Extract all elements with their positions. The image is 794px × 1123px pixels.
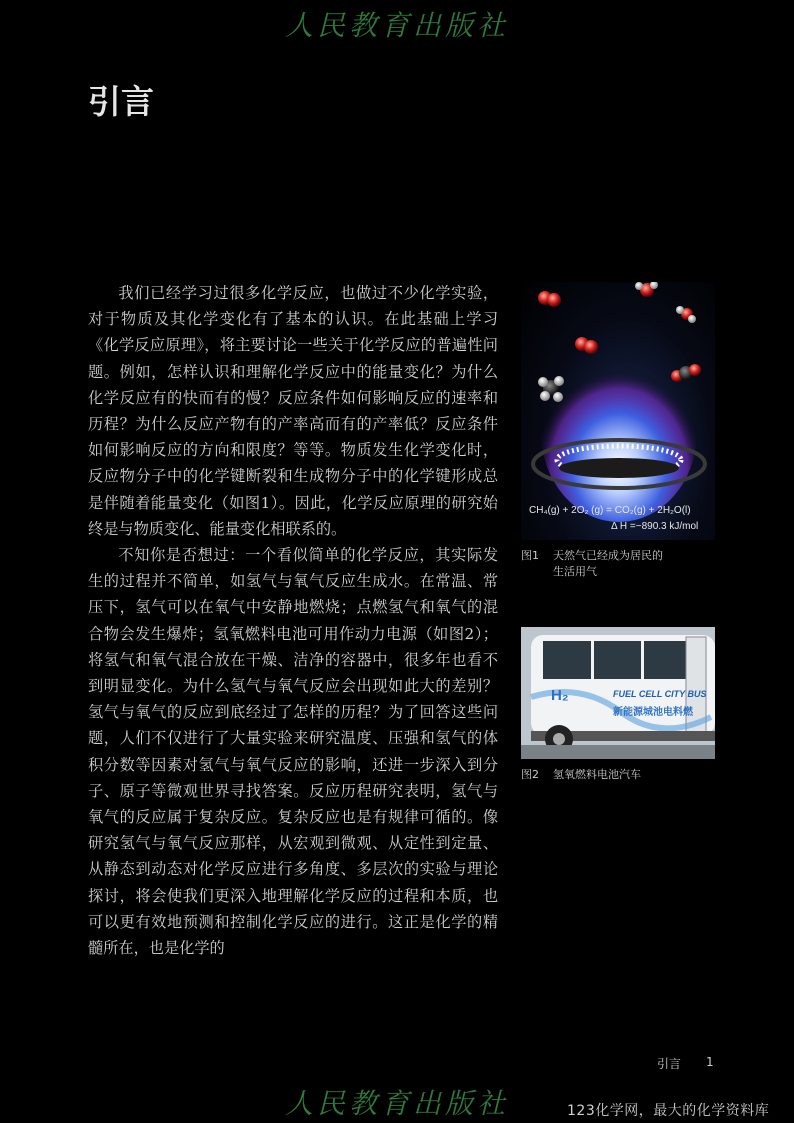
figure1-caption-line2: 生活用气: [553, 565, 597, 578]
figure2-caption-text: 氢氧燃料电池汽车: [553, 768, 641, 781]
figure1-caption: [521, 548, 711, 580]
body-text: [88, 280, 498, 961]
bus-text-cn: 新能源城池电料燃: [613, 707, 693, 718]
figure2-caption: [521, 767, 711, 783]
publisher-logo-bottom: 人民教育出版社: [284, 1087, 509, 1120]
paragraph: 我们已经学习过很多化学反应，也做过不少化学实验，对于物质及其化学变化有了基本的认识。在此基础上学习《化学反应原理》，将主要讨论一些关于化学反应的普遍性问题。例如，怎样认识和理解化学反应中的能量变化？为什么化学反应有的快而有的慢？反应条件如何影响反应的速率和历程？为什么反应产物有的产率高而有的产率低？反应条件如何影响反应的方向和限度？等等。物质发生化学变化时，反应物分子中的化学键断裂和生成物分子中的化学键形成总是伴随着能量变化（如图1）。因此，化学反应原理的研究始终是与物质变化、能量变化相联系的。: [88, 284, 498, 538]
figure-fuel-cell-bus: [521, 627, 715, 759]
bus-text-en: FUEL CELL CITY BUS: [613, 689, 707, 699]
publisher-logo: 人民教育出版社: [284, 9, 509, 42]
figure1-caption-line1: 天然气已经成为居民的: [553, 549, 663, 562]
figure-gas-flame: [521, 282, 715, 540]
figure2-caption-number: 图2: [521, 768, 539, 781]
paragraph: 不知你是否想过：一个看似简单的化学反应，其实际发生的过程并不简单，如氢气与氧气反应生成水。在常温、常压下，氢气可以在氧气中安静地燃烧；点燃氢气和氧气的混合物会发生爆炸；氢氧燃料电池可用作动力电源（如图2）；将氢气和氧气混合放在干燥、洁净的容器中，很多年也看不到明显变化。为什么氢气与氧气反应会出现如此大的差别？氢气与氧气的反应到底经过了怎样的历程？为了回答这些问题，人们不仅进行了大量实验来研究温度、压强和氢气的体积分数等因素对氢气与氧气反应的影响，还进一步深入到分子、原子等微观世界寻找答案。反应历程研究表明，氢气与氧气的反应属于复杂反应。复杂反应也是有规律可循的。像研究氢气与氧气反应那样，从宏观到微观、从定性到定量、从静态到动态对化学反应进行多角度、多层次的实验与理论探讨，将会使我们更深入地理解化学反应的过程和本质，也可以更有效地预测和控制化学反应的进行。这正是化学的精髓所在，也是化学的: [88, 546, 498, 958]
chapter-title: 引言: [88, 82, 154, 121]
page-number: 1: [706, 1055, 714, 1069]
combustion-equation: CH₄(g) + 2O₂ (g) = CO₂(g) + 2H₂O(l): [529, 505, 691, 516]
gas-flame-illustration: [521, 282, 715, 540]
footer-section-title: 引言: [657, 1057, 682, 1071]
enthalpy-value: Δ H =−890.3 kJ/mol: [611, 521, 699, 532]
bus-h2-mark: H₂: [551, 687, 569, 704]
watermark: 123化学网，最大的化学资料库: [567, 1103, 770, 1119]
figure1-caption-number: 图1: [521, 549, 539, 562]
